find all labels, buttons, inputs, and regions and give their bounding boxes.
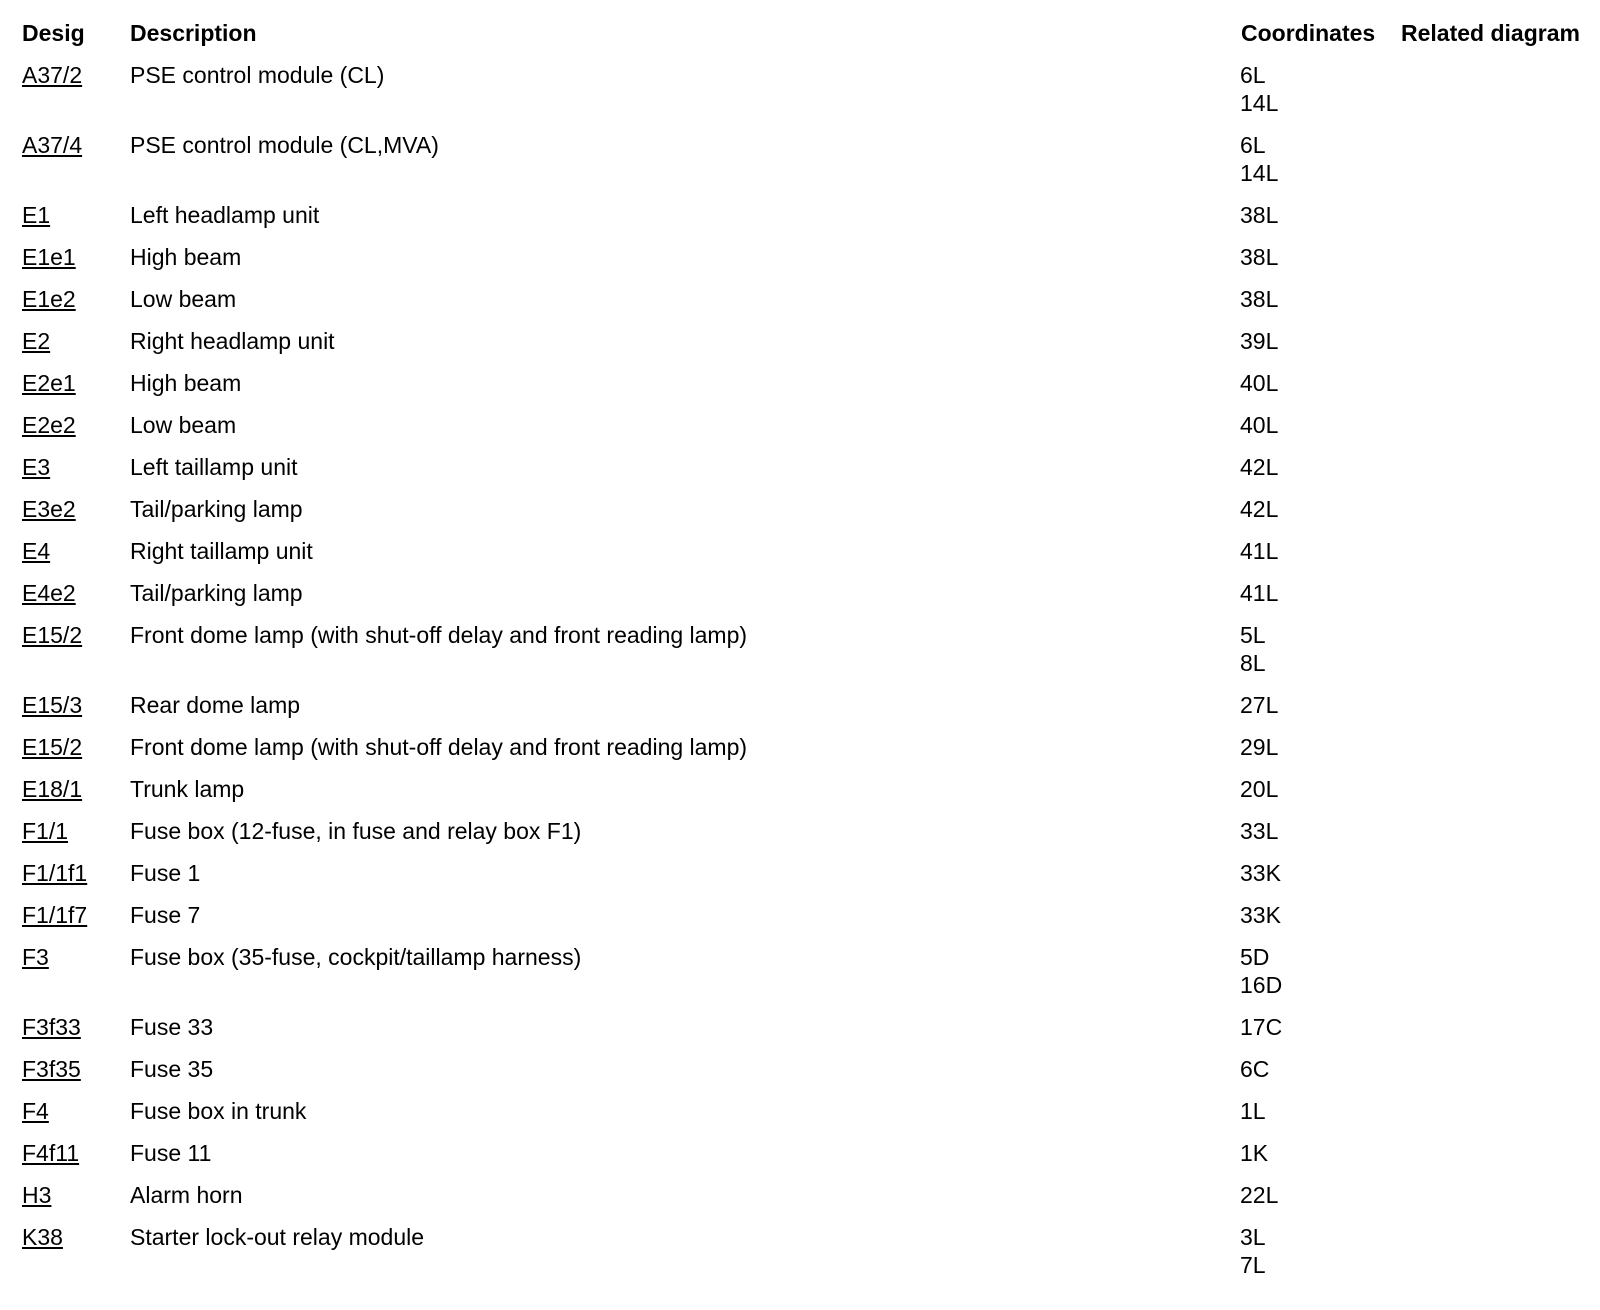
component-description: Fuse box (12-fuse, in fuse and relay box F1): [130, 818, 582, 844]
table-row: [0, 1223, 1600, 1279]
header-related-diagram: Related diagram: [1401, 20, 1580, 46]
coordinate-value: 8L: [1240, 650, 1266, 676]
component-description: High beam: [130, 370, 242, 396]
coordinate-value: 17C: [1240, 1014, 1283, 1040]
table-row: [0, 579, 1600, 607]
designation-link[interactable]: E3e2: [22, 496, 76, 522]
coordinate-value: 5L: [1240, 622, 1266, 648]
coordinate-value: 6L: [1240, 62, 1266, 88]
coordinate-value: 1L: [1240, 1098, 1266, 1124]
designation-link[interactable]: E2e1: [22, 370, 76, 396]
coordinates-cell: [1240, 327, 1600, 355]
table-row: [0, 817, 1600, 845]
component-description: Left taillamp unit: [130, 454, 298, 480]
component-description: Trunk lamp: [130, 776, 245, 802]
coordinate-value: 14L: [1240, 90, 1279, 116]
coordinate-value: 41L: [1240, 538, 1279, 564]
table-row: [0, 411, 1600, 439]
coordinates-cell: [1240, 201, 1600, 229]
designation-link[interactable]: E18/1: [22, 776, 83, 802]
designation-link[interactable]: F4: [22, 1098, 49, 1124]
coordinate-value: 42L: [1240, 454, 1279, 480]
coordinate-value: 3L: [1240, 1224, 1266, 1250]
table-row: [0, 327, 1600, 355]
table-row: [0, 131, 1600, 187]
coordinates-cell: [1240, 817, 1600, 845]
table-row: [0, 733, 1600, 761]
component-description: Fuse 11: [130, 1140, 212, 1166]
coordinate-value: 1K: [1240, 1140, 1269, 1166]
coordinate-value: 14L: [1240, 160, 1279, 186]
designation-link[interactable]: E1e1: [22, 244, 76, 270]
designation-link[interactable]: F1/1: [22, 818, 69, 844]
designation-link[interactable]: A37/2: [22, 62, 83, 88]
designation-link[interactable]: E15/3: [22, 692, 83, 718]
component-description: PSE control module (CL,MVA): [130, 132, 439, 158]
component-list: [0, 61, 1600, 1293]
component-description: Tail/parking lamp: [130, 580, 303, 606]
table-row: [0, 859, 1600, 887]
header-desig: Desig: [22, 20, 85, 46]
designation-link[interactable]: F4f11: [22, 1140, 80, 1166]
coordinate-value: 40L: [1240, 412, 1279, 438]
designation-link[interactable]: F3f33: [22, 1014, 81, 1040]
table-row: [0, 691, 1600, 719]
component-description: Fuse box in trunk: [130, 1098, 307, 1124]
designation-link[interactable]: F3f35: [22, 1056, 81, 1082]
designation-link[interactable]: F3: [22, 944, 49, 970]
coordinates-cell: [1240, 691, 1600, 719]
table-row: [0, 1013, 1600, 1041]
component-description: Fuse 1: [130, 860, 201, 886]
coordinates-cell: [1240, 733, 1600, 761]
component-description: Tail/parking lamp: [130, 496, 303, 522]
coordinate-value: 27L: [1240, 692, 1279, 718]
table-row: [0, 1181, 1600, 1209]
coordinate-value: 6L: [1240, 132, 1266, 158]
table-row: [0, 453, 1600, 481]
coordinates-cell: [1240, 1013, 1600, 1041]
table-row: [0, 369, 1600, 397]
table-row: [0, 775, 1600, 803]
coordinate-value: 42L: [1240, 496, 1279, 522]
coordinates-cell: [1240, 1223, 1600, 1279]
designation-link[interactable]: E15/2: [22, 622, 83, 648]
coordinate-value: 33L: [1240, 818, 1279, 844]
header-coordinates: Coordinates: [1241, 20, 1376, 46]
coordinates-cell: [1240, 537, 1600, 565]
coordinates-cell: [1240, 411, 1600, 439]
coordinate-value: 39L: [1240, 328, 1279, 354]
coordinate-value: 5D: [1240, 944, 1270, 970]
component-description: Fuse 33: [130, 1014, 214, 1040]
coordinate-value: 38L: [1240, 244, 1279, 270]
component-description: Front dome lamp (with shut-off delay and front reading lamp): [130, 622, 748, 648]
designation-link[interactable]: E2: [22, 328, 51, 354]
coordinate-value: 7L: [1240, 1252, 1266, 1278]
coordinates-cell: [1240, 243, 1600, 271]
coordinates-cell: [1240, 859, 1600, 887]
component-description: Right taillamp unit: [130, 538, 313, 564]
table-row: [0, 1139, 1600, 1167]
coordinates-cell: [1240, 621, 1600, 677]
table-row: [0, 943, 1600, 999]
coordinates-cell: [1240, 901, 1600, 929]
component-description: Starter lock-out relay module: [130, 1224, 425, 1250]
component-description: PSE control module (CL): [130, 62, 385, 88]
designation-link[interactable]: E1e2: [22, 286, 76, 312]
designation-link[interactable]: F1/1f1: [22, 860, 88, 886]
designation-link[interactable]: E4: [22, 538, 51, 564]
coordinate-value: 20L: [1240, 776, 1279, 802]
table-row: [0, 621, 1600, 677]
coordinate-value: 33K: [1240, 902, 1281, 928]
table-row: [0, 285, 1600, 313]
coordinate-value: 16D: [1240, 972, 1283, 998]
component-description: Rear dome lamp: [130, 692, 301, 718]
component-description: Low beam: [130, 412, 237, 438]
coordinates-cell: [1240, 943, 1600, 999]
component-description: Left headlamp unit: [130, 202, 320, 228]
designation-link[interactable]: E2e2: [22, 412, 76, 438]
designation-link[interactable]: A37/4: [22, 132, 83, 158]
table-row: [0, 1097, 1600, 1125]
coordinates-cell: [1240, 1055, 1600, 1083]
coordinate-value: 33K: [1240, 860, 1281, 886]
designation-link[interactable]: E3: [22, 454, 51, 480]
table-row: [0, 201, 1600, 229]
designation-link[interactable]: H3: [22, 1182, 52, 1208]
designation-link[interactable]: F1/1f7: [22, 902, 88, 928]
coordinate-value: 41L: [1240, 580, 1279, 606]
component-description: High beam: [130, 244, 242, 270]
table-row: [0, 243, 1600, 271]
header-description: Description: [130, 20, 257, 46]
coordinates-cell: [1240, 369, 1600, 397]
coordinates-cell: [1240, 453, 1600, 481]
component-description: Fuse 35: [130, 1056, 214, 1082]
component-description: Alarm horn: [130, 1182, 243, 1208]
designation-link[interactable]: E1: [22, 202, 51, 228]
coordinates-cell: [1240, 579, 1600, 607]
designation-link[interactable]: K38: [22, 1224, 63, 1250]
component-description: Right headlamp unit: [130, 328, 335, 354]
table-row: [0, 901, 1600, 929]
coordinate-value: 6C: [1240, 1056, 1270, 1082]
coordinate-value: 40L: [1240, 370, 1279, 396]
coordinates-cell: [1240, 131, 1600, 187]
component-description: Fuse 7: [130, 902, 201, 928]
coordinate-value: 38L: [1240, 286, 1279, 312]
coordinate-value: 22L: [1240, 1182, 1279, 1208]
coordinate-value: 38L: [1240, 202, 1279, 228]
table-row: [0, 1055, 1600, 1083]
component-description: Front dome lamp (with shut-off delay and front reading lamp): [130, 734, 748, 760]
coordinates-cell: [1240, 1097, 1600, 1125]
coordinates-cell: [1240, 1139, 1600, 1167]
table-row: [0, 537, 1600, 565]
table-row: [0, 495, 1600, 523]
coordinates-cell: [1240, 285, 1600, 313]
coordinate-value: 29L: [1240, 734, 1279, 760]
coordinates-cell: [1240, 1181, 1600, 1209]
component-description: Fuse box (35-fuse, cockpit/taillamp harness): [130, 944, 582, 970]
designation-link[interactable]: E4e2: [22, 580, 76, 606]
coordinates-cell: [1240, 61, 1600, 117]
table-row: [0, 61, 1600, 117]
coordinates-cell: [1240, 495, 1600, 523]
coordinates-cell: [1240, 775, 1600, 803]
component-description: Low beam: [130, 286, 237, 312]
designation-link[interactable]: E15/2: [22, 734, 83, 760]
